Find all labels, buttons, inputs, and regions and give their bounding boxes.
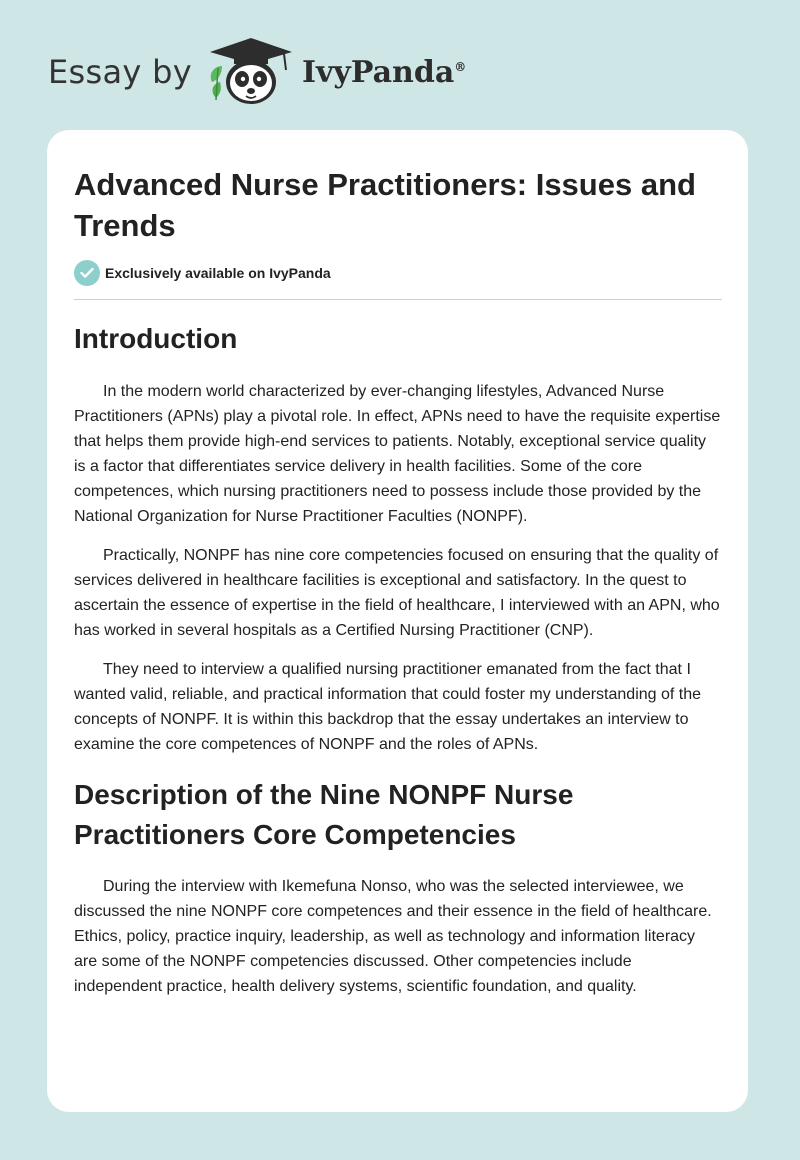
check-circle-icon: [74, 260, 100, 286]
exclusive-badge-text: Exclusively available on IvyPanda: [105, 265, 331, 281]
exclusive-badge: [74, 260, 722, 286]
site-header: [48, 36, 466, 108]
essay-card: [47, 130, 748, 1112]
paragraph: In the modern world characterized by ever-changing lifestyles, Advanced Nurse Practitioners (APNs) play a pivotal role. In effect, APNs need to have the requisite expertise that helps them provide high-end services to patients. Notably, exceptional service quality is a factor that differentiates service delivery in health facilities. Some of the core competences, which nursing practitioners need to possess include those provided by the National Organization for Nurse Practitioner Faculties (NONPF).: [74, 383, 721, 525]
title-divider: [74, 299, 722, 300]
paragraph: During the interview with Ikemefuna Nonso, who was the selected interviewee, we discussed the nine NONPF core competences and their essence in the field of healthcare. Ethics, policy, practice inquiry, leadership, as well as technology and information literacy are some of the NONPF competencies discussed. Other competencies include independent practice, health delivery systems, scientific foundation, and quality.: [74, 878, 712, 995]
paragraph: They need to interview a qualified nursing practitioner emanated from the fact that I wanted valid, reliable, and practical information that could foster my understanding of the concepts of NONPF. It is within this backdrop that the essay undertakes an interview to examine the core competences of NONPF and the roles of APNs.: [74, 661, 702, 753]
paragraph: Practically, NONPF has nine core competencies focused on ensuring that the quality of services delivered in healthcare facilities is exceptional and satisfactory. In the quest to ascertain the essence of expertise in the field of healthcare, I interviewed with an APN, who has worked in several hospitals as a Certified Nursing Practitioner (CNP).: [74, 547, 720, 639]
page-title: Advanced Nurse Practitioners: Issues and Trends: [74, 167, 696, 243]
panda-graduate-logo-icon[interactable]: [206, 36, 296, 108]
essay-by-label: Essay by: [48, 53, 192, 91]
registered-mark: ®: [454, 59, 467, 74]
brand-name[interactable]: IvyPanda®: [301, 54, 467, 90]
section-heading-introduction: Introduction: [74, 323, 238, 354]
section-heading-description: Description of the Nine NONPF Nurse Practitioners Core Competencies: [74, 779, 574, 850]
